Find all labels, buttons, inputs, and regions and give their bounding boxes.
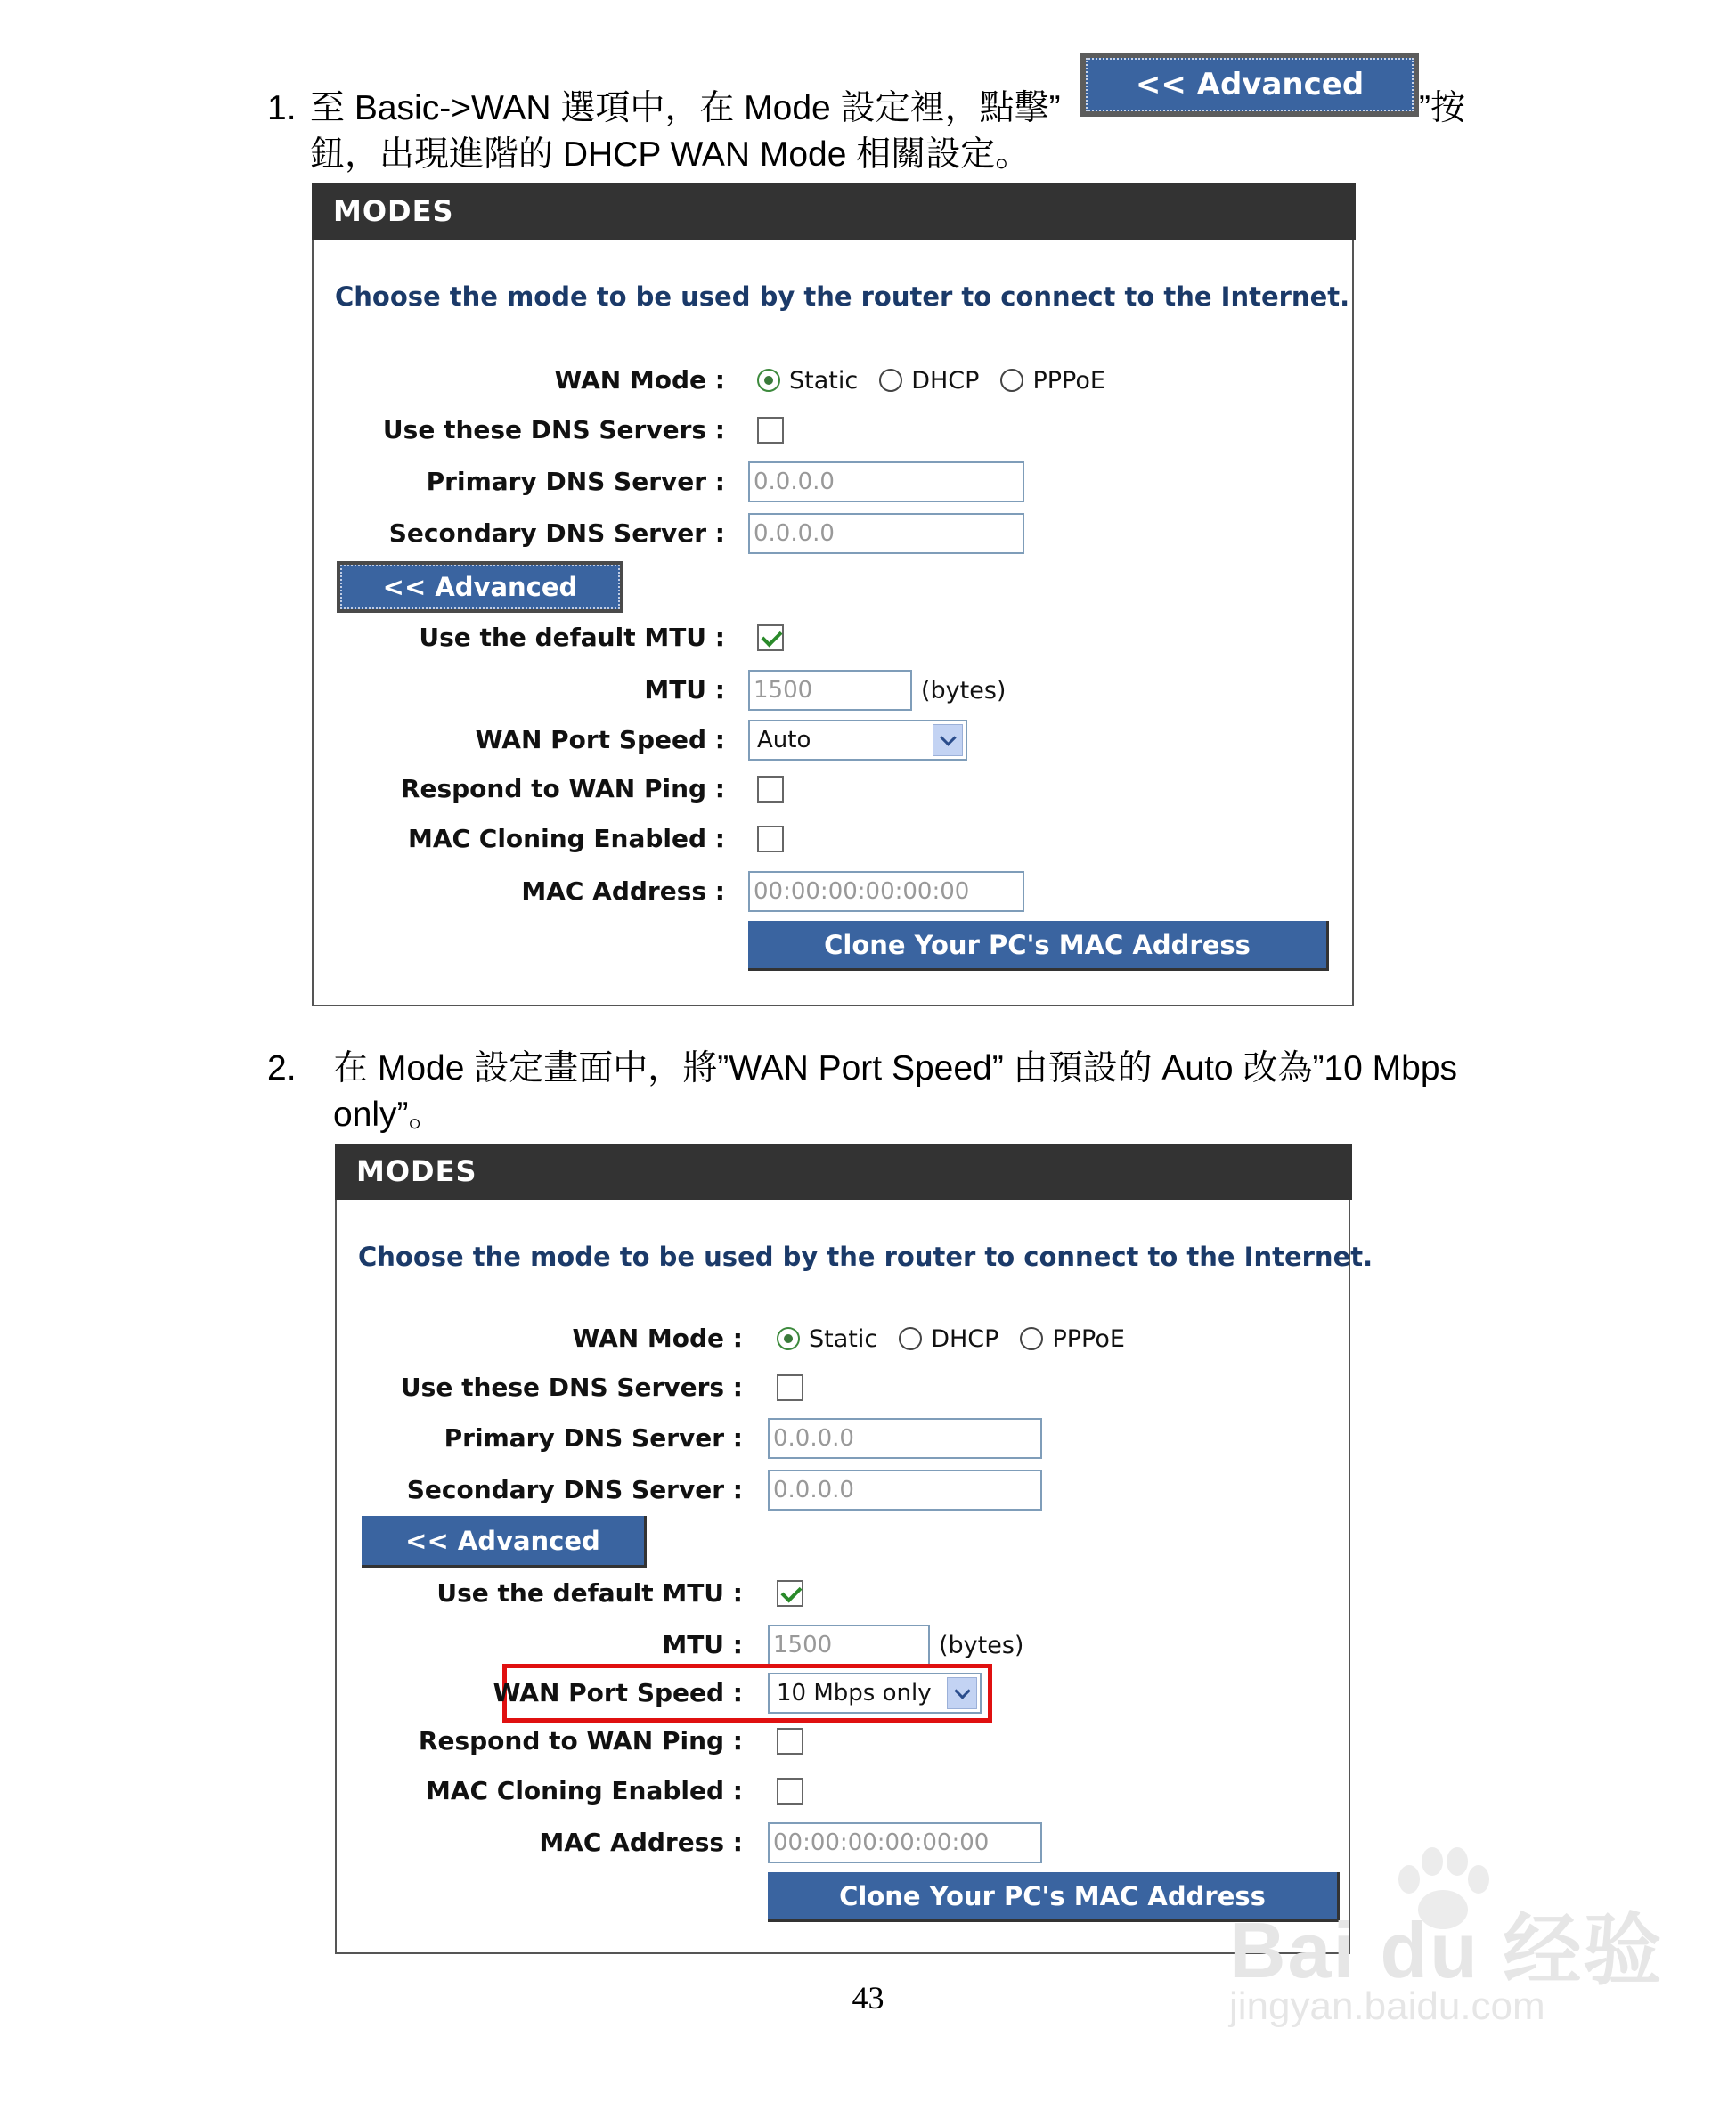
- wan-mode-label-2: WAN Mode :: [572, 1324, 743, 1353]
- radio-pppoe-2[interactable]: [1020, 1327, 1043, 1350]
- mac-cloning-label: MAC Cloning Enabled :: [407, 824, 725, 853]
- primary-dns-row: [314, 460, 1352, 504]
- panel-2-intro: Choose the mode to be used by the router to connect to the Internet.: [358, 1242, 1373, 1272]
- page-number: 43: [852, 1980, 884, 2016]
- modes-panel-1: [312, 183, 1354, 1006]
- watermark-url: jingyan.baidu.com: [1229, 1984, 1545, 2028]
- primary-dns-label: Primary DNS Server :: [426, 467, 725, 496]
- radio-dhcp-2[interactable]: [899, 1327, 922, 1350]
- wan-speed-value: Auto: [757, 727, 811, 754]
- secondary-dns-row: [314, 511, 1352, 556]
- mac-cloning-checkbox[interactable]: [757, 826, 784, 852]
- mac-cloning-label-2: MAC Cloning Enabled :: [425, 1776, 743, 1805]
- radio-static-label-2: Static: [809, 1324, 878, 1353]
- dns-servers-checkbox-2[interactable]: [777, 1374, 803, 1401]
- wan-speed-label: WAN Port Speed :: [475, 725, 725, 754]
- radio-pppoe-label-2: PPPoE: [1052, 1324, 1125, 1353]
- secondary-dns-label-2: Secondary DNS Server :: [406, 1475, 743, 1504]
- dns-row: [314, 408, 1352, 452]
- step-2-line-1: 在 Mode 設定畫面中，將”WAN Port Speed” 由預設的 Auto 改為”10 Mbps: [333, 1049, 1458, 1088]
- step-2-line-2: only”。: [333, 1096, 444, 1134]
- radio-static[interactable]: [757, 369, 780, 392]
- secondary-dns-row-2: [337, 1468, 1349, 1512]
- clone-mac-button[interactable]: Clone Your PC's MAC Address: [748, 921, 1329, 971]
- mac-cloning-row: [314, 817, 1352, 861]
- primary-dns-label-2: Primary DNS Server :: [444, 1423, 743, 1453]
- default-mtu-row: [314, 615, 1352, 660]
- chevron-down-icon[interactable]: [933, 724, 963, 756]
- advanced-button-2[interactable]: [362, 1516, 647, 1568]
- wan-ping-checkbox[interactable]: [757, 776, 784, 803]
- wan-mode-row: [314, 358, 1352, 403]
- wan-speed-row-2: [337, 1671, 1349, 1715]
- step-1-line-2: 鈕，出現進階的 DHCP WAN Mode 相關設定。: [310, 135, 1031, 174]
- watermark-brand: Bai du 经验: [1229, 1906, 1664, 1994]
- dns-servers-checkbox[interactable]: [757, 417, 784, 444]
- panel-2-title: MODES: [335, 1144, 1352, 1200]
- wan-speed-select[interactable]: [748, 720, 967, 761]
- radio-pppoe-label: PPPoE: [1032, 366, 1105, 395]
- panel-1-intro: Choose the mode to be used by the router to connect to the Internet.: [335, 281, 1350, 312]
- wan-ping-label-2: Respond to WAN Ping :: [418, 1726, 743, 1756]
- wan-ping-row: [314, 767, 1352, 811]
- radio-static-2[interactable]: [777, 1327, 800, 1350]
- secondary-dns-input-2[interactable]: 0.0.0.0: [768, 1470, 1042, 1511]
- default-mtu-checkbox[interactable]: [757, 624, 784, 651]
- default-mtu-label-2: Use the default MTU :: [436, 1578, 743, 1608]
- advanced-button-label: << Advanced: [340, 565, 620, 609]
- wan-speed-label-2: WAN Port Speed :: [493, 1678, 743, 1707]
- radio-dhcp-label: DHCP: [911, 366, 980, 395]
- inline-advanced-button: [1080, 53, 1419, 117]
- step-1-number: 1.: [267, 89, 297, 127]
- wan-speed-value-2: 10 Mbps only: [777, 1680, 932, 1707]
- mtu-input-2[interactable]: 1500: [768, 1625, 930, 1666]
- modes-panel-2: [335, 1144, 1373, 1954]
- mtu-label-2: MTU :: [662, 1630, 743, 1659]
- mac-address-row: [314, 869, 1352, 914]
- radio-dhcp-label-2: DHCP: [931, 1324, 999, 1353]
- mac-address-input-2[interactable]: 00:00:00:00:00:00: [768, 1822, 1042, 1863]
- mac-address-label: MAC Address :: [521, 876, 725, 906]
- mtu-unit-2: (bytes): [939, 1631, 1024, 1659]
- wan-ping-checkbox-2[interactable]: [777, 1728, 803, 1755]
- wan-mode-label: WAN Mode :: [554, 365, 725, 395]
- mtu-unit: (bytes): [921, 676, 1007, 705]
- wan-speed-row: [314, 718, 1352, 762]
- primary-dns-input[interactable]: 0.0.0.0: [748, 461, 1024, 502]
- mac-cloning-row-2: [337, 1769, 1349, 1813]
- advanced-button[interactable]: [337, 561, 623, 613]
- default-mtu-label: Use the default MTU :: [419, 623, 725, 652]
- radio-pppoe[interactable]: [1000, 369, 1023, 392]
- wan-speed-select-2[interactable]: [768, 1673, 982, 1714]
- wan-ping-row-2: [337, 1719, 1349, 1764]
- panel-1-title: MODES: [312, 183, 1356, 240]
- default-mtu-checkbox-2[interactable]: [777, 1580, 803, 1607]
- mtu-label: MTU :: [644, 675, 725, 705]
- secondary-dns-input[interactable]: 0.0.0.0: [748, 513, 1024, 554]
- inline-advanced-button-label: << Advanced: [1086, 58, 1414, 111]
- mac-address-label-2: MAC Address :: [539, 1828, 743, 1857]
- mac-cloning-checkbox-2[interactable]: [777, 1778, 803, 1805]
- advanced-button-label-2: << Advanced: [362, 1516, 644, 1565]
- radio-static-label: Static: [789, 366, 859, 395]
- step-2-number: 2.: [267, 1049, 297, 1088]
- primary-dns-row-2: [337, 1416, 1349, 1461]
- wan-ping-label: Respond to WAN Ping :: [400, 774, 725, 803]
- primary-dns-input-2[interactable]: 0.0.0.0: [768, 1418, 1042, 1459]
- secondary-dns-label: Secondary DNS Server :: [388, 518, 725, 548]
- mac-address-row-2: [337, 1821, 1349, 1865]
- chevron-down-icon[interactable]: [947, 1677, 977, 1709]
- dns-servers-label: Use these DNS Servers :: [382, 415, 725, 444]
- wan-mode-row-2: [337, 1316, 1349, 1361]
- clone-mac-button-2[interactable]: Clone Your PC's MAC Address: [768, 1872, 1340, 1922]
- dns-row-2: [337, 1365, 1349, 1410]
- mtu-row: [314, 668, 1352, 713]
- mac-address-input[interactable]: 00:00:00:00:00:00: [748, 871, 1024, 912]
- default-mtu-row-2: [337, 1571, 1349, 1616]
- step-1-line-1-start: 至 Basic->WAN 選項中，在 Mode 設定裡，點擊”: [310, 89, 1061, 127]
- step-2: [267, 1046, 1514, 1144]
- mtu-input[interactable]: 1500: [748, 670, 912, 711]
- dns-servers-label-2: Use these DNS Servers :: [400, 1373, 743, 1402]
- mtu-row-2: [337, 1623, 1349, 1667]
- radio-dhcp[interactable]: [879, 369, 902, 392]
- step-1-line-1-end: ”按: [1419, 89, 1465, 127]
